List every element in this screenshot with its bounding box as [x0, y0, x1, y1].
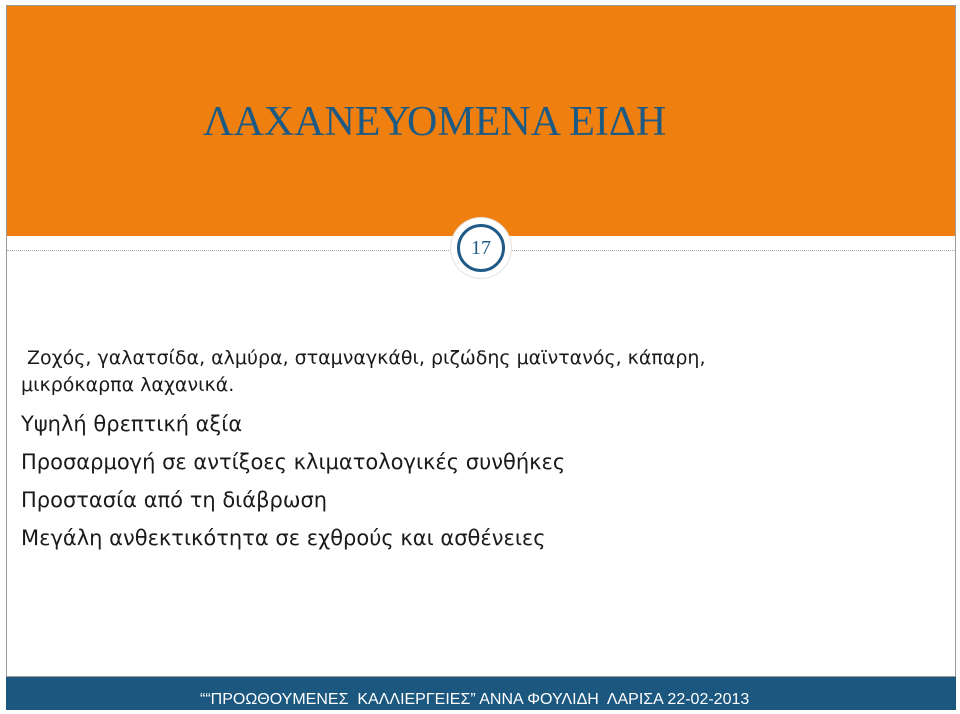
bullet-nutritional-value: Υψηλή θρεπτική αξία	[21, 412, 243, 436]
footer-text: ““ΠΡΟΩΘΟΥΜΕΝΕΣ ΚΑΛΛΙΕΡΓΕΙΕΣ” ΑΝΝΑ ΦΟΥΛΙΔΗ ΛΑΡΙΣΑ 22-02-2013	[200, 691, 750, 708]
slide-title: ΛΑΧΑΝΕΥΟΜΕΝΑ ΕΙΔΗ	[203, 99, 667, 145]
page-number: 17	[471, 237, 491, 259]
bullet-pest-resistance: Μεγάλη ανθεκτικότητα σε εχθρούς και ασθένειες	[21, 526, 546, 550]
bullet-climate-adaptation: Προσαρμογή σε αντίξοες κλιματολογικές συνθήκες	[21, 450, 566, 474]
intro-paragraph	[21, 345, 921, 399]
bullet-erosion-protection: Προστασία από τη διάβρωση	[21, 488, 328, 512]
page-badge-ring	[457, 224, 505, 272]
intro-line-1: Ζοχός, γαλατσίδα, αλμύρα, σταμναγκάθι, ριζώδης μαϊντανός, κάπαρη,	[27, 347, 706, 369]
slide-body	[21, 345, 921, 557]
intro-line-2: μικρόκαρπα λαχανικά.	[21, 374, 235, 396]
